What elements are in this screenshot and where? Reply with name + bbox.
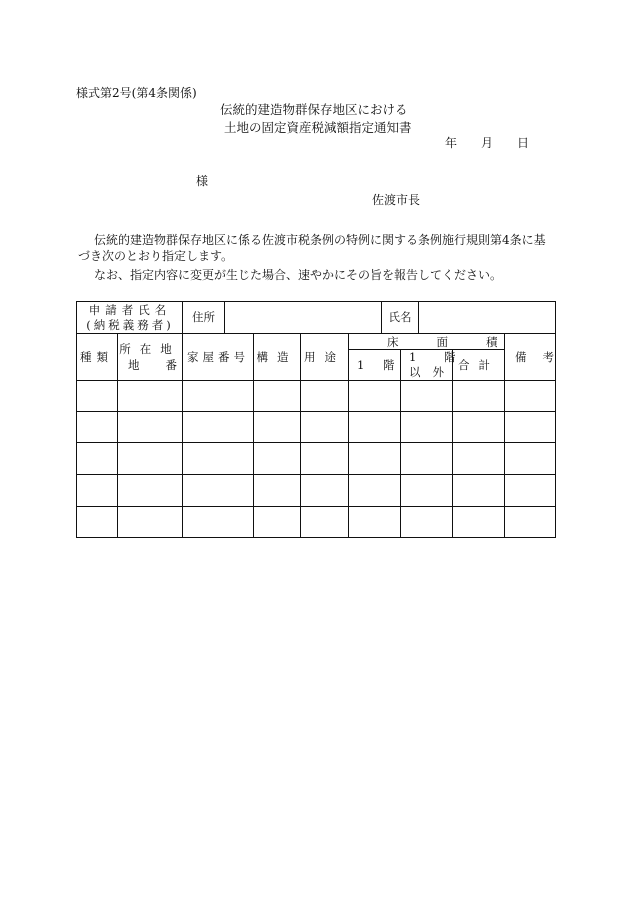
table-row[interactable] bbox=[76, 475, 556, 506]
table-row[interactable] bbox=[76, 443, 556, 474]
col-location-header: 所在地 bbox=[119, 342, 181, 356]
name-field[interactable] bbox=[419, 301, 556, 333]
col-structure-header: 構造 bbox=[256, 350, 298, 364]
address-label: 住所 bbox=[192, 310, 215, 324]
body-paragraph2: なお、指定内容に変更が生じた場合、速やかにその旨を報告してください。 bbox=[94, 268, 503, 282]
sender-name: 佐渡市長 bbox=[372, 193, 421, 207]
document-title-line1: 伝統的建造物群保存地区における bbox=[220, 102, 408, 117]
col-remarks-header: 備考 bbox=[515, 350, 570, 364]
body-paragraph1-line2: づき次のとおり指定します。 bbox=[78, 249, 234, 263]
date-year: 年 bbox=[445, 136, 458, 150]
taxpayer-label: (納税義務者) bbox=[86, 318, 174, 332]
col-house-number-header: 家屋番号 bbox=[187, 350, 249, 364]
col-other-floors-header-1: 1 階 bbox=[409, 350, 468, 364]
first-floor-number: 1 bbox=[357, 358, 365, 372]
date-month: 月 bbox=[481, 136, 494, 150]
applicant-label: 申請者氏名 bbox=[88, 303, 172, 317]
body-paragraph1-line1: 伝統的建造物群保存地区に係る佐渡市税条例の特例に関する条例施行規則第4条に基 bbox=[94, 233, 546, 247]
date-day: 日 bbox=[517, 136, 530, 150]
designation-table bbox=[76, 301, 570, 538]
form-number: 様式第2号(第4条関係) bbox=[76, 86, 197, 100]
table-row[interactable] bbox=[76, 412, 556, 442]
col-use-header: 用途 bbox=[304, 350, 345, 364]
col-floor-area-header: 床面積 bbox=[387, 335, 536, 349]
date-line bbox=[445, 134, 529, 151]
col-lot-number-header: 地番 bbox=[128, 358, 203, 372]
col-type-header: 種類 bbox=[80, 350, 113, 364]
addressee-honorific: 様 bbox=[196, 174, 209, 188]
col-total-header: 合計 bbox=[458, 358, 499, 372]
table-row[interactable] bbox=[76, 507, 556, 537]
address-field[interactable] bbox=[224, 301, 381, 333]
table-row[interactable] bbox=[76, 381, 556, 411]
first-floor-suffix: 階 bbox=[383, 358, 395, 372]
name-label: 氏名 bbox=[388, 310, 412, 324]
col-other-floors-header-2: 以外 bbox=[409, 365, 456, 379]
document-title-line2: 土地の固定資産税減額指定通知書 bbox=[224, 120, 412, 135]
